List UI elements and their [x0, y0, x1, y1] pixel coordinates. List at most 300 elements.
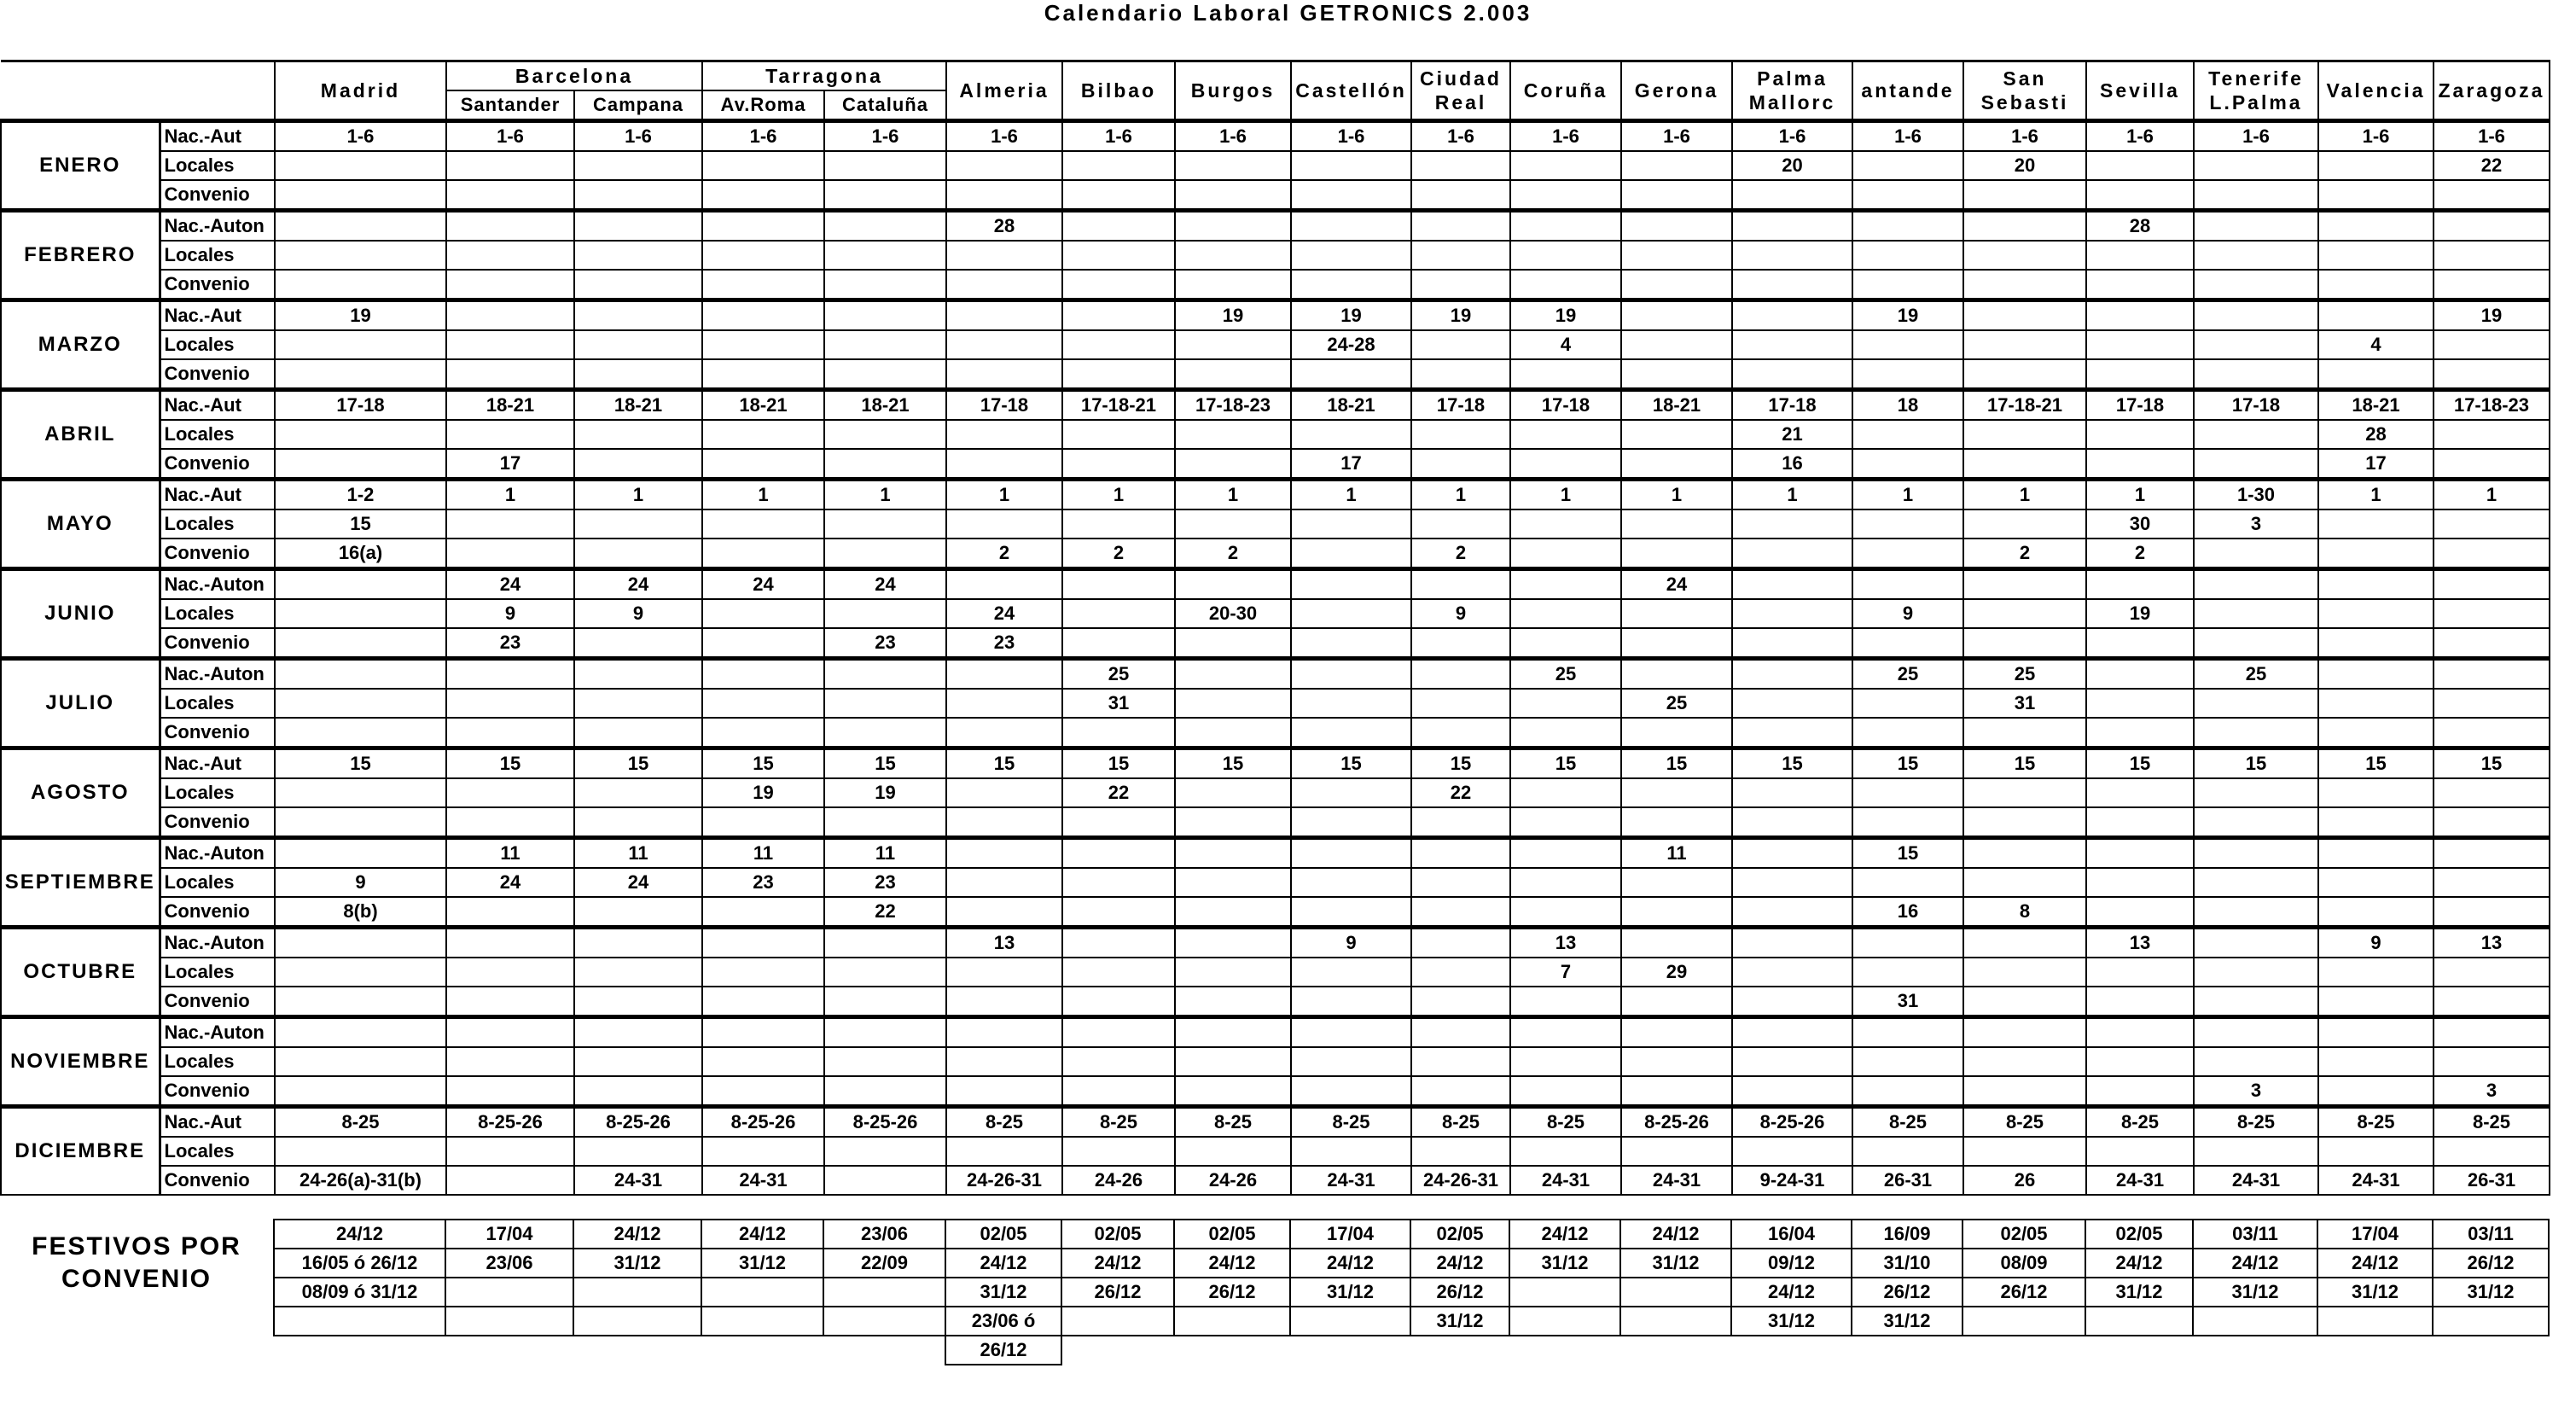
holiday-cell: 8-25 — [1510, 1107, 1621, 1138]
holiday-cell — [446, 689, 574, 718]
holiday-cell — [2318, 211, 2434, 242]
table-row — [1, 211, 2550, 242]
row-type-label: Convenio — [160, 718, 275, 748]
holiday-cell — [2318, 897, 2434, 928]
holiday-cell — [2434, 211, 2550, 242]
holiday-cell — [1732, 958, 1852, 987]
holiday-cell — [1510, 1137, 1621, 1166]
festivo-cell — [2317, 1307, 2433, 1336]
festivo-cell — [823, 1336, 945, 1365]
holiday-cell — [574, 778, 702, 807]
holiday-cell — [1621, 359, 1732, 390]
holiday-cell: 8-25-26 — [446, 1107, 574, 1138]
holiday-cell — [1291, 659, 1411, 690]
holiday-cell — [1510, 211, 1621, 242]
holiday-cell — [1062, 868, 1175, 897]
holiday-cell — [1963, 569, 2086, 600]
holiday-cell — [1732, 599, 1852, 628]
table-row — [1, 359, 2550, 390]
holiday-cell — [1175, 211, 1291, 242]
holiday-cell: 13 — [2434, 928, 2550, 958]
city-header: Tarragona — [702, 61, 946, 91]
holiday-cell: 24 — [446, 569, 574, 600]
holiday-cell: 19 — [1175, 300, 1291, 331]
holiday-cell — [702, 359, 824, 390]
holiday-cell: 1-6 — [1852, 121, 1963, 152]
holiday-cell — [702, 151, 824, 180]
holiday-cell — [946, 868, 1062, 897]
holiday-cell: 9 — [1411, 599, 1510, 628]
city-header: Almeria — [946, 61, 1062, 121]
holiday-cell — [1411, 180, 1510, 211]
holiday-cell: 8-25 — [2194, 1107, 2318, 1138]
holiday-cell: 17-18 — [1411, 390, 1510, 421]
holiday-cell — [1963, 420, 2086, 449]
holiday-cell — [1852, 928, 1963, 958]
holiday-cell: 24 — [574, 868, 702, 897]
holiday-cell: 20-30 — [1175, 599, 1291, 628]
holiday-cell — [1291, 1047, 1411, 1076]
holiday-cell — [1510, 270, 1621, 300]
holiday-cell — [1852, 778, 1963, 807]
festivo-cell: 08/09 ó 31/12 — [274, 1278, 445, 1307]
festivo-cell: 31/12 — [1852, 1307, 1963, 1336]
holiday-cell: 24-31 — [702, 1166, 824, 1195]
holiday-cell — [1852, 689, 1963, 718]
holiday-cell: 16 — [1732, 449, 1852, 480]
holiday-cell: 1-6 — [702, 121, 824, 152]
holiday-cell: 17-18 — [1732, 390, 1852, 421]
holiday-cell — [702, 599, 824, 628]
holiday-cell — [946, 1047, 1062, 1076]
holiday-cell — [946, 897, 1062, 928]
holiday-cell — [1062, 928, 1175, 958]
festivo-cell: 26/12 — [945, 1336, 1061, 1365]
holiday-cell — [2434, 599, 2550, 628]
holiday-cell — [1852, 509, 1963, 539]
festivos-label: FESTIVOS POR CONVENIO — [32, 1232, 241, 1293]
holiday-cell — [1062, 628, 1175, 659]
holiday-cell: 17-18-23 — [2434, 390, 2550, 421]
holiday-cell — [275, 838, 446, 869]
holiday-cell — [1291, 539, 1411, 569]
holiday-cell — [2434, 689, 2550, 718]
holiday-cell: 8-25 — [946, 1107, 1062, 1138]
row-type-label: Convenio — [160, 807, 275, 838]
holiday-cell: 24-31 — [2318, 1166, 2434, 1195]
holiday-cell — [1291, 689, 1411, 718]
holiday-cell: 1-6 — [1062, 121, 1175, 152]
row-type-label: Convenio — [160, 1076, 275, 1107]
table-row — [1, 1166, 2550, 1195]
holiday-cell — [1175, 1047, 1291, 1076]
holiday-cell — [275, 211, 446, 242]
table-row — [1, 897, 2550, 928]
holiday-cell — [2318, 270, 2434, 300]
month-label: MARZO — [1, 300, 160, 390]
holiday-cell: 15 — [275, 748, 446, 779]
row-type-label: Nac.-Auton — [160, 1017, 275, 1048]
holiday-cell — [1621, 1047, 1732, 1076]
holiday-cell — [1963, 359, 2086, 390]
holiday-cell — [1621, 628, 1732, 659]
holiday-cell — [824, 987, 946, 1017]
holiday-cell: 31 — [1963, 689, 2086, 718]
holiday-cell: 8-25-26 — [1732, 1107, 1852, 1138]
holiday-cell: 15 — [824, 748, 946, 779]
holiday-cell: 19 — [275, 300, 446, 331]
holiday-cell — [2086, 628, 2194, 659]
holiday-cell — [1175, 807, 1291, 838]
holiday-cell — [1291, 359, 1411, 390]
holiday-cell — [1510, 449, 1621, 480]
festivo-cell — [573, 1336, 701, 1365]
holiday-cell: 17 — [446, 449, 574, 480]
festivo-cell: 24/12 — [573, 1220, 701, 1249]
holiday-cell: 1-6 — [946, 121, 1062, 152]
festivo-cell: 16/04 — [1731, 1220, 1852, 1249]
festivo-cell: 24/12 — [2193, 1249, 2317, 1278]
festivo-cell — [1620, 1307, 1731, 1336]
holiday-cell — [2086, 1137, 2194, 1166]
festivo-cell — [1963, 1336, 2085, 1365]
holiday-cell: 8-25 — [1291, 1107, 1411, 1138]
holiday-cell: 11 — [574, 838, 702, 869]
holiday-cell — [2318, 1017, 2434, 1048]
holiday-cell — [446, 1017, 574, 1048]
festivo-cell — [1509, 1307, 1620, 1336]
festivo-cell: 23/06 ó — [945, 1307, 1061, 1336]
holiday-cell — [2086, 897, 2194, 928]
holiday-cell — [2318, 300, 2434, 331]
holiday-cell — [2434, 569, 2550, 600]
festivos-table-wrap — [0, 1219, 2550, 1365]
holiday-cell — [1291, 270, 1411, 300]
holiday-cell: 1-2 — [275, 480, 446, 510]
table-row — [1, 390, 2550, 421]
holiday-cell — [1062, 330, 1175, 359]
holiday-cell — [1621, 1137, 1732, 1166]
holiday-cell: 25 — [1062, 659, 1175, 690]
holiday-cell — [275, 449, 446, 480]
festivo-cell: 26/12 — [1852, 1278, 1963, 1307]
row-type-label: Nac.-Aut — [160, 390, 275, 421]
holiday-cell — [2434, 659, 2550, 690]
holiday-cell — [574, 1017, 702, 1048]
holiday-cell — [2086, 1047, 2194, 1076]
header-blank — [1, 61, 275, 121]
table-row — [1, 539, 2550, 569]
festivo-cell — [445, 1307, 573, 1336]
festivo-cell: 02/05 — [945, 1220, 1061, 1249]
holiday-cell: 15 — [702, 748, 824, 779]
holiday-cell — [1732, 180, 1852, 211]
holiday-cell — [574, 270, 702, 300]
holiday-cell: 20 — [1963, 151, 2086, 180]
holiday-cell — [2194, 987, 2318, 1017]
holiday-cell: 17-18 — [946, 390, 1062, 421]
holiday-cell — [824, 689, 946, 718]
holiday-cell — [1062, 958, 1175, 987]
holiday-cell — [1175, 838, 1291, 869]
festivo-cell: 02/05 — [1963, 1220, 2085, 1249]
row-type-label: Locales — [160, 689, 275, 718]
row-type-label: Locales — [160, 958, 275, 987]
holiday-cell: 2 — [1411, 539, 1510, 569]
holiday-cell — [702, 330, 824, 359]
holiday-cell — [1291, 509, 1411, 539]
holiday-cell: 19 — [2086, 599, 2194, 628]
holiday-cell — [1852, 718, 1963, 748]
holiday-cell: 19 — [824, 778, 946, 807]
holiday-cell: 1 — [946, 480, 1062, 510]
holiday-cell — [946, 987, 1062, 1017]
holiday-cell — [1621, 211, 1732, 242]
month-label: MAYO — [1, 480, 160, 569]
holiday-cell — [574, 539, 702, 569]
holiday-cell — [1963, 1076, 2086, 1107]
holiday-cell: 18 — [1852, 390, 1963, 421]
table-row — [1, 569, 2550, 600]
holiday-cell — [446, 718, 574, 748]
holiday-cell — [946, 330, 1062, 359]
holiday-cell — [2194, 359, 2318, 390]
holiday-cell — [1062, 449, 1175, 480]
festivo-cell: 31/12 — [945, 1278, 1061, 1307]
holiday-cell: 17-18-21 — [1062, 390, 1175, 421]
holiday-cell — [1963, 270, 2086, 300]
holiday-cell — [1510, 778, 1621, 807]
holiday-cell — [1510, 359, 1621, 390]
festivo-cell — [823, 1278, 945, 1307]
holiday-cell — [1510, 241, 1621, 270]
row-type-label: Nac.-Aut — [160, 748, 275, 779]
holiday-cell — [2086, 359, 2194, 390]
holiday-cell — [1510, 599, 1621, 628]
holiday-cell — [446, 330, 574, 359]
holiday-cell — [1291, 868, 1411, 897]
holiday-cell: 1-6 — [1510, 121, 1621, 152]
holiday-cell — [702, 1017, 824, 1048]
holiday-cell: 24-31 — [2086, 1166, 2194, 1195]
holiday-cell — [1732, 718, 1852, 748]
holiday-cell — [446, 420, 574, 449]
table-row — [1, 121, 2550, 152]
holiday-cell: 25 — [1621, 689, 1732, 718]
holiday-cell — [1062, 1047, 1175, 1076]
holiday-cell — [2318, 599, 2434, 628]
month-label: SEPTIEMBRE — [1, 838, 160, 928]
holiday-cell — [574, 928, 702, 958]
holiday-cell — [2086, 151, 2194, 180]
holiday-cell: 19 — [2434, 300, 2550, 331]
holiday-cell — [1175, 359, 1291, 390]
holiday-cell — [1291, 958, 1411, 987]
festivo-cell: 31/10 — [1852, 1249, 1963, 1278]
holiday-cell — [1411, 569, 1510, 600]
holiday-cell — [1062, 599, 1175, 628]
holiday-cell — [1175, 241, 1291, 270]
holiday-cell: 1 — [1411, 480, 1510, 510]
holiday-cell — [446, 1137, 574, 1166]
festivo-cell — [823, 1307, 945, 1336]
festivo-cell: 26/12 — [1174, 1278, 1290, 1307]
holiday-cell: 28 — [2086, 211, 2194, 242]
holiday-cell: 9 — [275, 868, 446, 897]
holiday-cell — [446, 539, 574, 569]
holiday-cell — [946, 838, 1062, 869]
holiday-cell — [1732, 628, 1852, 659]
festivo-cell: 24/12 — [701, 1220, 823, 1249]
holiday-cell — [1621, 718, 1732, 748]
holiday-cell: 9 — [574, 599, 702, 628]
table-row — [1, 807, 2550, 838]
holiday-cell — [2434, 958, 2550, 987]
table-row — [1, 449, 2550, 480]
holiday-cell — [1175, 897, 1291, 928]
holiday-cell — [2434, 778, 2550, 807]
holiday-cell — [1062, 1076, 1175, 1107]
holiday-cell — [2086, 420, 2194, 449]
holiday-cell — [574, 300, 702, 331]
holiday-cell: 18-21 — [702, 390, 824, 421]
holiday-cell — [1062, 718, 1175, 748]
holiday-cell — [1621, 330, 1732, 359]
city-subheader: Campana — [574, 90, 702, 121]
holiday-cell — [946, 359, 1062, 390]
holiday-cell: 18-21 — [1291, 390, 1411, 421]
holiday-cell — [1732, 928, 1852, 958]
holiday-cell — [446, 180, 574, 211]
holiday-cell — [2318, 359, 2434, 390]
holiday-cell — [275, 958, 446, 987]
holiday-cell: 1 — [574, 480, 702, 510]
festivo-cell — [1174, 1336, 1290, 1365]
row-type-label: Convenio — [160, 359, 275, 390]
table-row — [1, 838, 2550, 869]
holiday-cell — [1062, 509, 1175, 539]
table-row — [1, 748, 2550, 779]
holiday-cell — [275, 420, 446, 449]
city-header: Coruña — [1510, 61, 1621, 121]
holiday-cell — [1291, 838, 1411, 869]
festivo-cell: 24/12 — [1509, 1220, 1620, 1249]
holiday-cell — [446, 151, 574, 180]
holiday-cell — [1175, 718, 1291, 748]
holiday-cell — [2194, 689, 2318, 718]
holiday-cell — [1062, 569, 1175, 600]
holiday-cell — [1062, 359, 1175, 390]
holiday-cell — [1175, 987, 1291, 1017]
festivo-cell — [445, 1278, 573, 1307]
holiday-cell — [1291, 151, 1411, 180]
city-header: Tenerife L.Palma — [2194, 61, 2318, 121]
holiday-cell — [1291, 1137, 1411, 1166]
holiday-cell — [2434, 330, 2550, 359]
row-type-label: Nac.-Aut — [160, 480, 275, 510]
city-header: Castellón — [1291, 61, 1411, 121]
holiday-cell — [1175, 928, 1291, 958]
table-row — [1, 330, 2550, 359]
holiday-cell: 1 — [1062, 480, 1175, 510]
holiday-cell — [1621, 1017, 1732, 1048]
holiday-cell: 23 — [824, 868, 946, 897]
city-header: Valencia — [2318, 61, 2434, 121]
holiday-cell — [1732, 778, 1852, 807]
holiday-cell — [2318, 1047, 2434, 1076]
holiday-cell — [946, 659, 1062, 690]
holiday-cell — [946, 449, 1062, 480]
holiday-cell: 15 — [1411, 748, 1510, 779]
holiday-cell — [702, 211, 824, 242]
holiday-cell — [1963, 599, 2086, 628]
holiday-cell — [1175, 1017, 1291, 1048]
holiday-cell: 8-25 — [1175, 1107, 1291, 1138]
holiday-cell: 24 — [824, 569, 946, 600]
holiday-cell: 1-6 — [2318, 121, 2434, 152]
festivo-cell — [1509, 1336, 1620, 1365]
holiday-cell: 19 — [1291, 300, 1411, 331]
holiday-cell: 15 — [1510, 748, 1621, 779]
holiday-cell — [946, 778, 1062, 807]
holiday-cell — [1963, 180, 2086, 211]
festivo-cell: 26/12 — [1061, 1278, 1174, 1307]
festivo-cell: 09/12 — [1731, 1249, 1852, 1278]
holiday-cell: 20 — [1732, 151, 1852, 180]
festivo-cell: 31/12 — [2433, 1278, 2549, 1307]
holiday-cell — [275, 628, 446, 659]
holiday-cell — [1175, 1137, 1291, 1166]
holiday-cell — [702, 659, 824, 690]
row-type-label: Locales — [160, 420, 275, 449]
festivo-cell — [1290, 1307, 1410, 1336]
holiday-cell — [824, 270, 946, 300]
table-row — [1, 300, 2550, 331]
holiday-cell — [1732, 241, 1852, 270]
holiday-cell — [1963, 300, 2086, 331]
holiday-cell: 24-31 — [1621, 1166, 1732, 1195]
holiday-cell — [574, 807, 702, 838]
festivo-cell: 02/05 — [1061, 1220, 1174, 1249]
holiday-cell — [1291, 1017, 1411, 1048]
holiday-cell — [946, 1017, 1062, 1048]
holiday-cell: 1 — [1510, 480, 1621, 510]
festivos-blank — [0, 1336, 274, 1365]
holiday-cell — [275, 599, 446, 628]
holiday-cell: 24-31 — [574, 1166, 702, 1195]
holiday-cell — [2434, 1047, 2550, 1076]
holiday-cell — [824, 359, 946, 390]
month-label: AGOSTO — [1, 748, 160, 838]
holiday-cell — [1621, 928, 1732, 958]
holiday-cell: 2 — [2086, 539, 2194, 569]
holiday-cell: 1 — [2318, 480, 2434, 510]
city-subheader: Cataluña — [824, 90, 946, 121]
holiday-cell — [446, 778, 574, 807]
holiday-cell — [1963, 509, 2086, 539]
row-type-label: Convenio — [160, 628, 275, 659]
holiday-cell: 15 — [1062, 748, 1175, 779]
holiday-cell — [702, 628, 824, 659]
holiday-cell — [702, 718, 824, 748]
city-subheader: Av.Roma — [702, 90, 824, 121]
holiday-cell — [2318, 659, 2434, 690]
holiday-cell — [824, 330, 946, 359]
holiday-cell — [824, 1166, 946, 1195]
holiday-cell — [1963, 987, 2086, 1017]
holiday-cell — [1732, 1017, 1852, 1048]
holiday-cell — [1852, 1076, 1963, 1107]
